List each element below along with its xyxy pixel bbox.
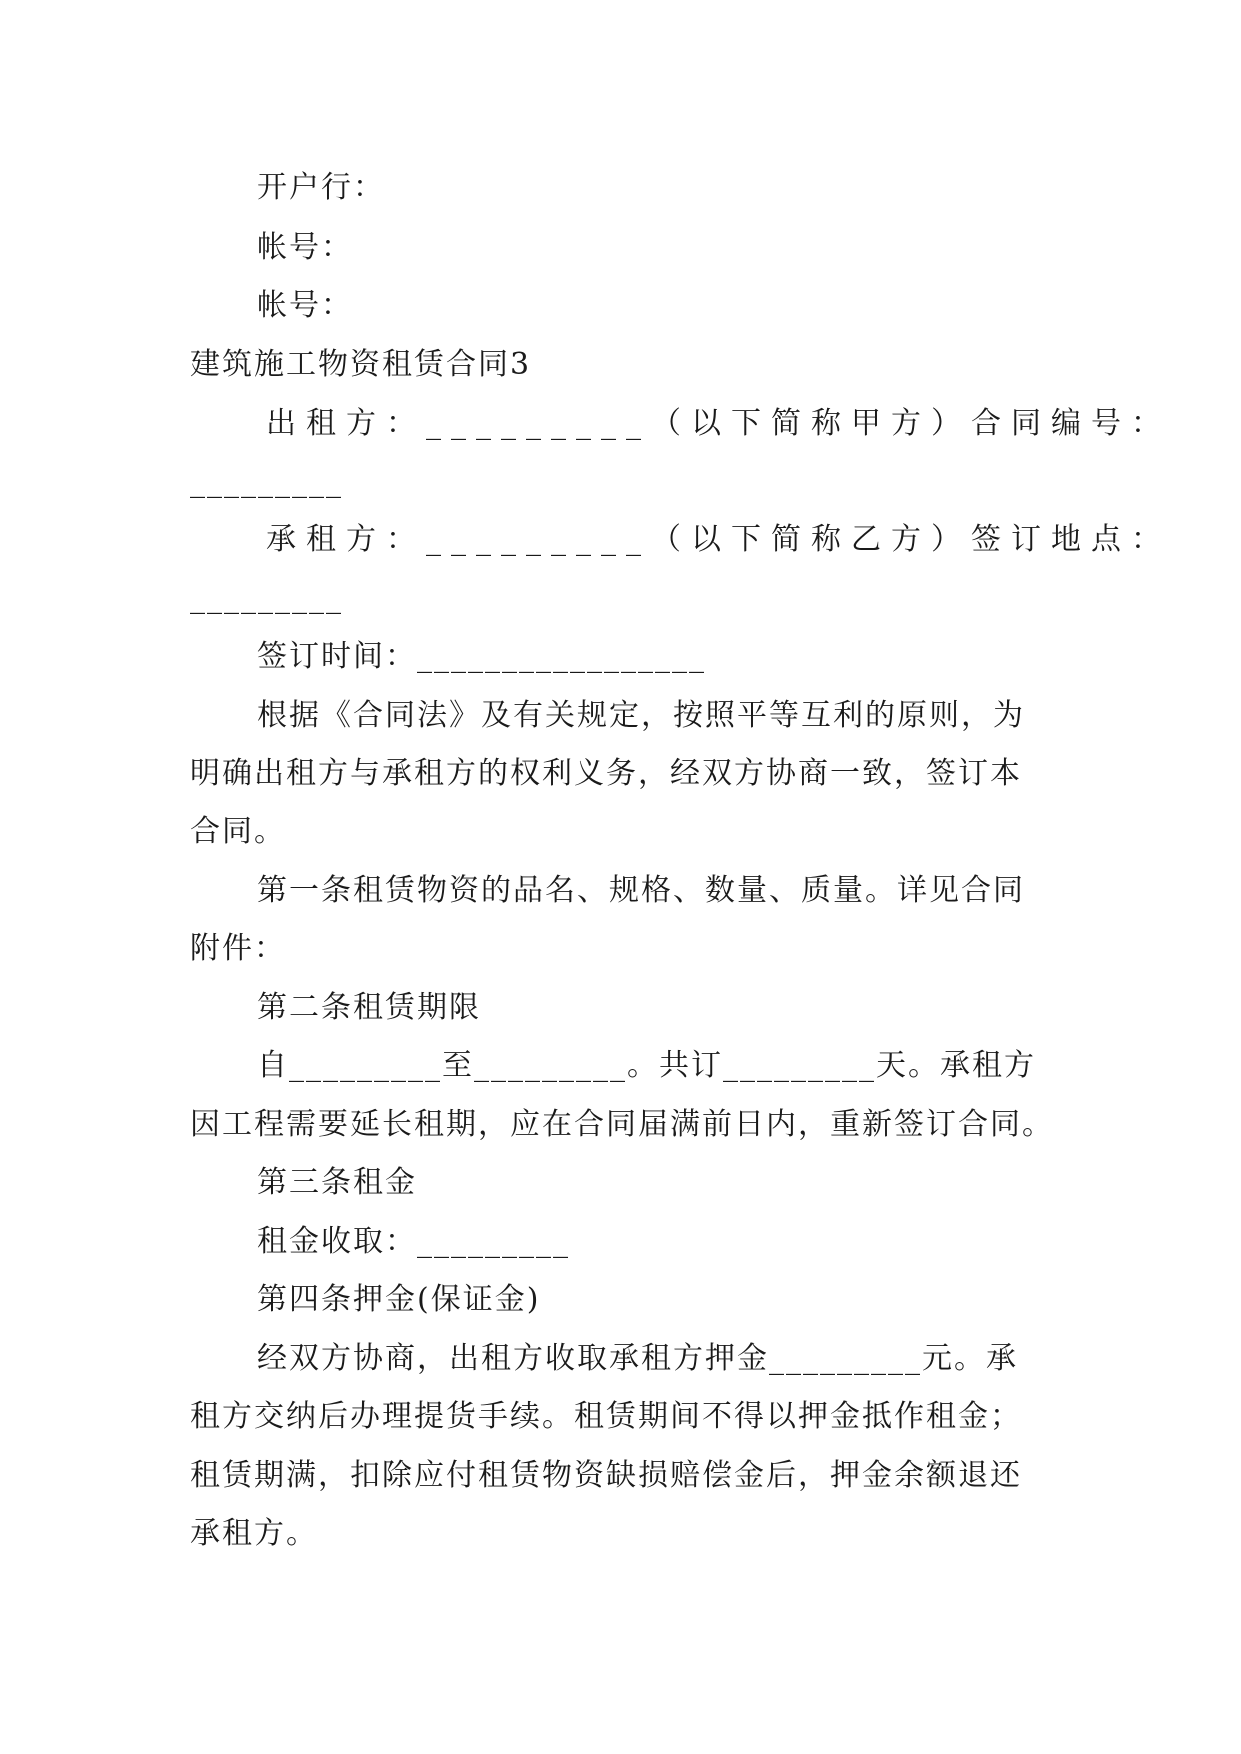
bank-label: 开户行： [257, 170, 385, 205]
signing-time: 签订时间：_________________ [257, 639, 706, 674]
article-4-line-4: 承租方。 [190, 1516, 318, 1551]
preamble-line-3: 合同。 [190, 814, 286, 849]
article-3-heading: 第三条租金 [257, 1165, 417, 1200]
article-4-line-1: 经双方协商，出租方收取承租方押金_________元。承 [257, 1341, 1018, 1376]
rent-collection: 租金收取：_________ [257, 1224, 570, 1259]
article-4-heading: 第四条押金(保证金) [257, 1282, 541, 1317]
article-4-line-3: 租赁期满，扣除应付租赁物资缺损赔偿金后，押金余额退还 [190, 1458, 1022, 1493]
article-1-line-1: 第一条租赁物资的品名、规格、数量、质量。详见合同 [257, 873, 1025, 908]
article-2-line-1: 自_________至_________。共订_________天。承租方 [257, 1048, 1036, 1083]
article-2-line-2: 因工程需要延长租期，应在合同届满前日内，重新签订合同。 [190, 1107, 1054, 1142]
signing-place-blank: _________ [190, 580, 343, 615]
article-4-line-2: 租方交纳后办理提货手续。租赁期间不得以押金抵作租金； [190, 1399, 1022, 1434]
lessee-line: 承租方：_________（以下简称乙方）签订地点： [266, 522, 1171, 557]
contract-title: 建筑施工物资租赁合同3 [190, 347, 532, 382]
contract-number-blank: _________ [190, 464, 343, 499]
preamble-line-1: 根据《合同法》及有关规定，按照平等互利的原则，为 [257, 698, 1025, 733]
account-label-2: 帐号： [257, 288, 353, 323]
preamble-line-2: 明确出租方与承租方的权利义务，经双方协商一致，签订本 [190, 756, 1022, 791]
lessor-line: 出租方：_________（以下简称甲方）合同编号： [266, 406, 1171, 441]
article-2-heading: 第二条租赁期限 [257, 990, 481, 1025]
account-label: 帐号： [257, 230, 353, 265]
article-1-line-2: 附件： [190, 931, 286, 966]
